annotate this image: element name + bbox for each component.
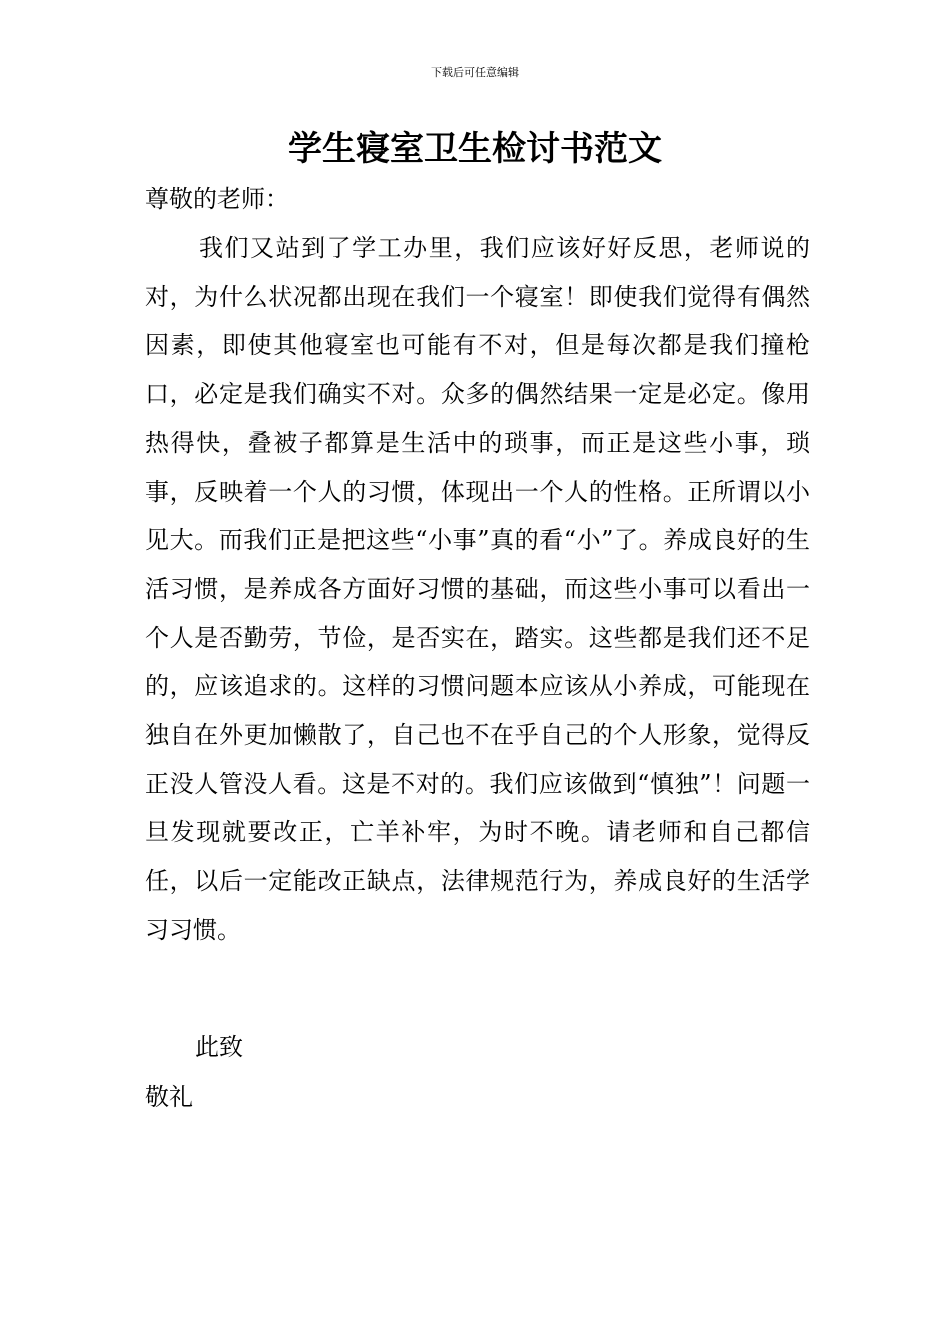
closing-line: 此致	[195, 1033, 243, 1061]
document-title: 学生寝室卫生检讨书范文	[288, 129, 662, 169]
regards-line: 敬礼	[145, 1083, 193, 1111]
header-note: 下载后可任意编辑	[431, 66, 519, 79]
body-paragraph: 我们又站到了学工办里，我们应该好好反思，老师说的对，为什么状况都出现在我们一个寝室！即使我们觉得有偶然因素，即使其他寝室也可能有不对，但是每次都是我们撞枪口，必定是我们确实不对。众多的偶然结果一定是必定。像用热得快，叠被子都算是生活中的琐事，而正是这些小事，琐事，反映着一个人的习惯，体现出一个人的性格。正所谓以小见大。而我们正是把这些“小事”真的看“小”了。养成良好的生活习惯，是养成各方面好习惯的基础，而这些小事可以看出一个人是否勤劳，节俭，是否实在，踏实。这些都是我们还不足的，应该追求的。这样的习惯问题本应该从小养成，可能现在独自在外更加懒散了，自己也不在乎自己的个人形象，觉得反正没人管没人看。这是不对的。我们应该做到“慎独”！问题一旦发现就要改正，亡羊补牢，为时不晚。请老师和自己都信任，以后一定能改正缺点，法律规范行为，养成良好的生活学习习惯。	[145, 234, 810, 944]
salutation: 尊敬的老师：	[145, 185, 289, 213]
